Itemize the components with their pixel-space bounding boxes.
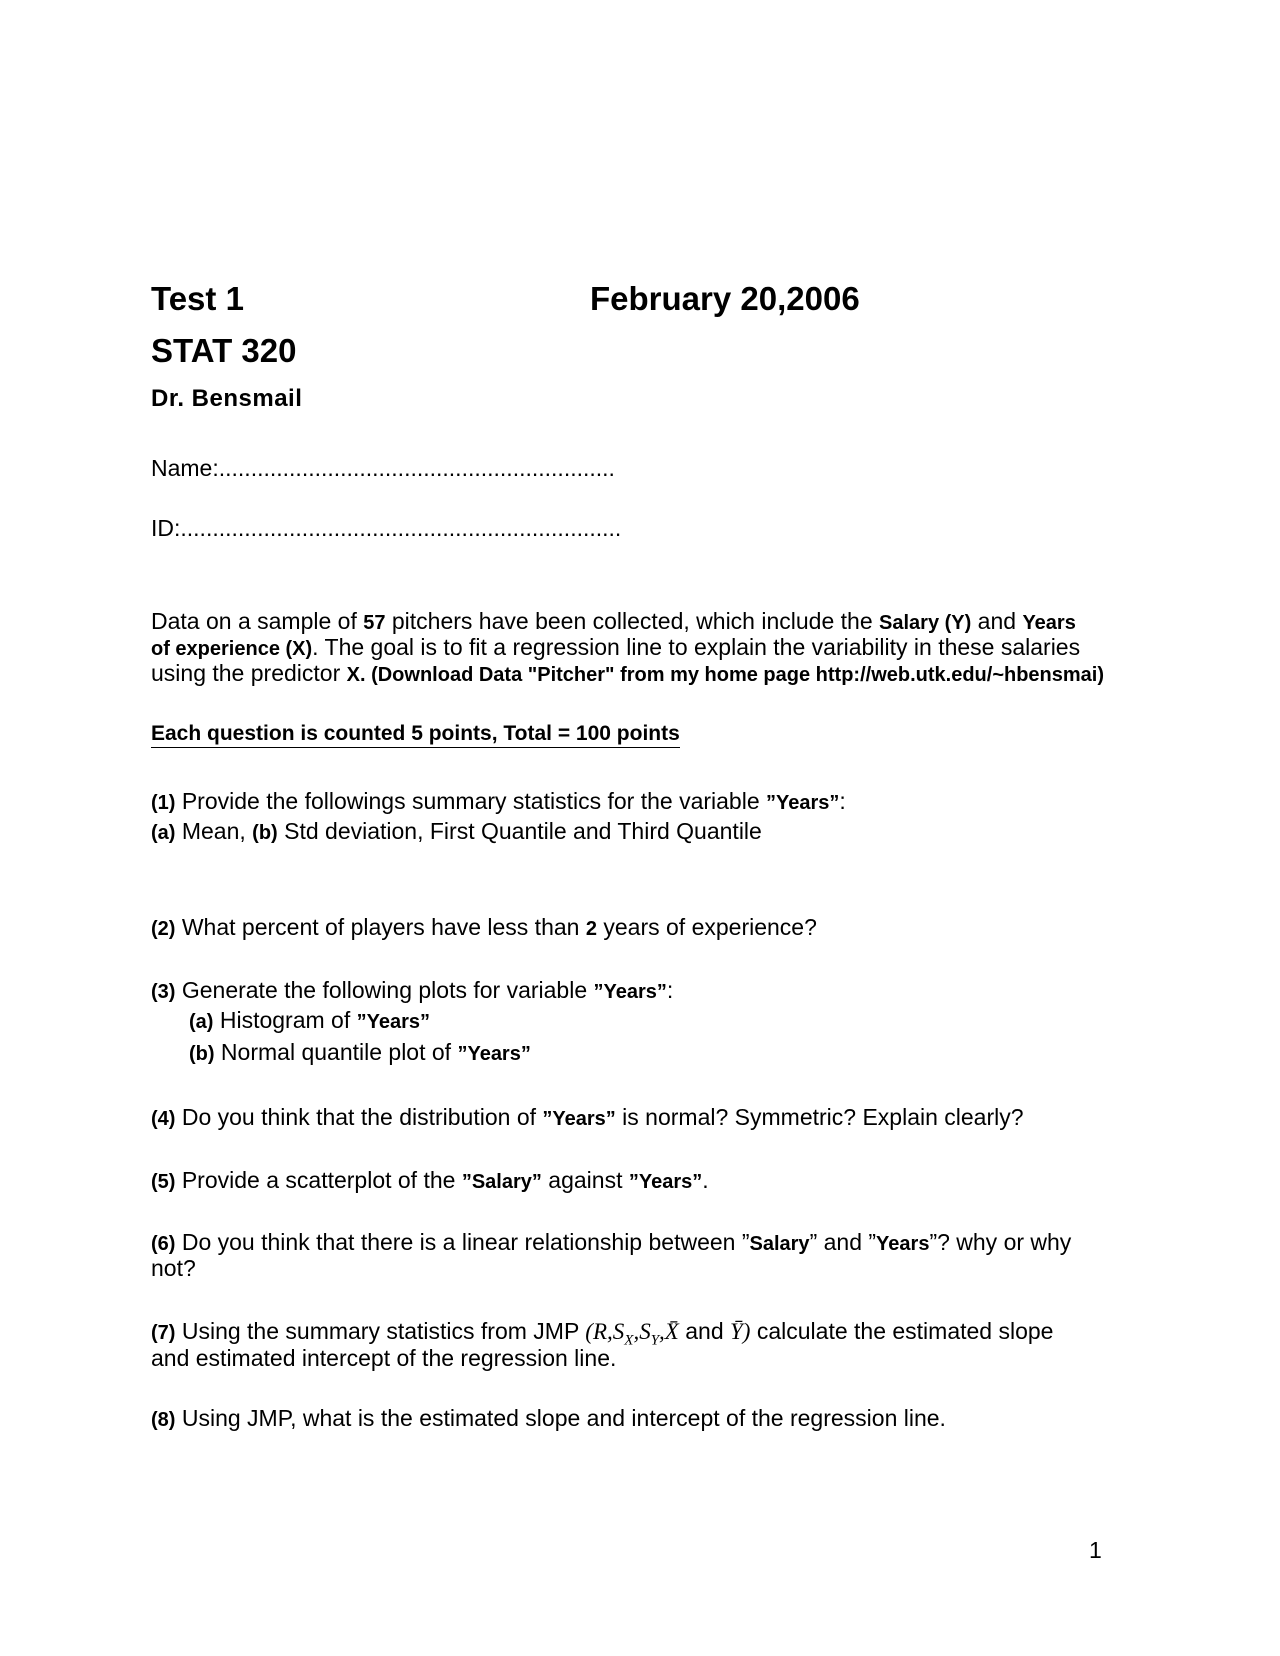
question-2: (2) What percent of players have less than 2 years of experience? — [151, 914, 817, 940]
name-blank: .............................................................. — [218, 455, 615, 481]
salary-var: Salary (Y) — [879, 612, 972, 634]
question-8: (8) Using JMP, what is the estimated slope and intercept of the regression line. — [151, 1405, 946, 1431]
name-field[interactable] — [151, 455, 615, 482]
intro-line-2: of experience (X). The goal is to fit a regression line to explain the variability in these salaries — [151, 634, 1081, 660]
question-6-cont: not? — [151, 1255, 196, 1281]
download-note: X. (Download Data "Pitcher" from my home page http://web.utk.edu/~hbensmai) — [346, 664, 1105, 686]
question-3a: (a) Histogram of ”Years” — [189, 1007, 430, 1033]
sample-size: 57 — [363, 612, 386, 634]
years-var: Years — [1022, 612, 1076, 634]
question-4: (4) Do you think that the distribution of ”Years” is normal? Symmetric? Explain clearly? — [151, 1104, 1024, 1130]
id-field[interactable] — [151, 515, 621, 542]
question-3: (3) Generate the following plots for variable ”Years”: — [151, 977, 674, 1003]
page-number: 1 — [1089, 1537, 1102, 1563]
course-title: STAT 320 — [151, 332, 297, 369]
name-label: Name: — [151, 455, 219, 481]
question-7: (7) Using the summary statistics from JMP ($R,S_X,S_Y,X̄$ and Ȳ) calculate the estimated slope — [151, 1318, 1054, 1349]
question-1-parts: (a) Mean, (b) Std deviation, First Quantile and Third Quantile — [151, 818, 762, 844]
intro-line-1: Data on a sample of 57 pitchers have been collected, which include the Salary (Y) and Years — [151, 608, 1076, 634]
instructor-name: Dr. Bensmail — [151, 385, 303, 412]
stats-math: ($R,S_X,S_Y,X̄$ — [585, 1319, 679, 1349]
question-6: (6) Do you think that there is a linear relationship between ”Salary” and ”Years”? why or why — [151, 1229, 1072, 1255]
id-blank: ..................................................................... — [180, 515, 622, 541]
id-label: ID: — [151, 515, 181, 541]
question-3b: (b) Normal quantile plot of ”Years” — [189, 1039, 531, 1065]
test-date: February 20,2006 — [590, 280, 860, 317]
test-title: Test 1 — [151, 280, 244, 317]
question-1: (1) Provide the followings summary statistics for the variable ”Years”: — [151, 788, 846, 814]
question-5: (5) Provide a scatterplot of the ”Salary” against ”Years”. — [151, 1167, 709, 1193]
intro-line-3: using the predictor X. (Download Data "Pitcher" from my home page http://web.utk.edu/~hbensmai) — [151, 660, 1105, 686]
points-note: Each question is counted 5 points, Total = 100 points — [151, 722, 680, 746]
question-7-cont: and estimated intercept of the regression line. — [151, 1345, 617, 1371]
